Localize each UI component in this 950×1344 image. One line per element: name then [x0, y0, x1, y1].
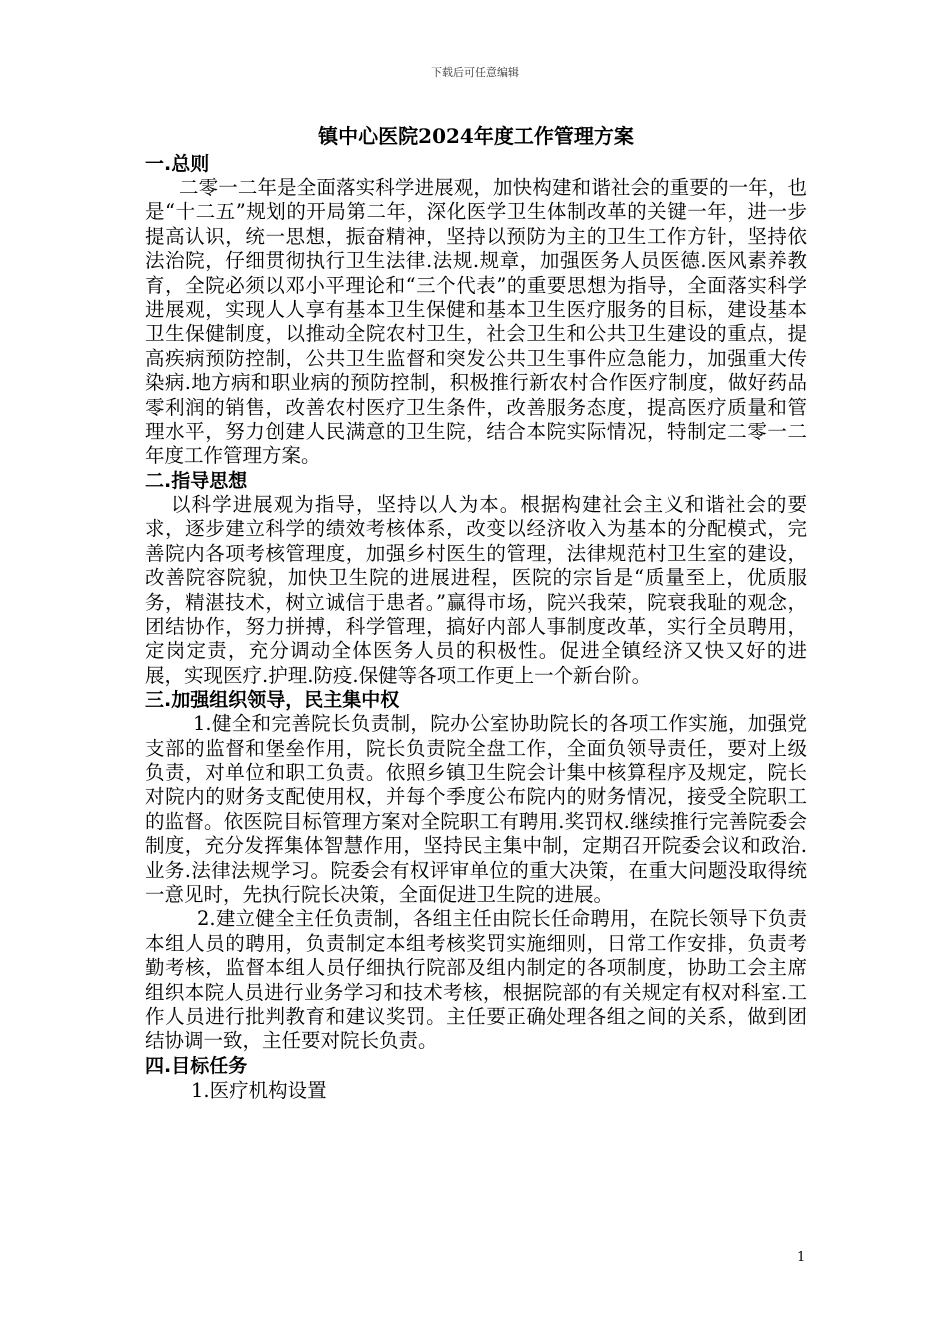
paragraph-leadership-1: 1.健全和完善院长负责制，院办公室协助院长的各项工作实施，加强党支部的监督和堡垒作用，院长负责院全盘工作，全面负领导责任，要对上级负责，对单位和职工负责。依照乡镇卫生院会计集中核算程序及规定，院长对院内的财务支配使用权，并每个季度公布院内的财务情况，接受全院职工的监督。依医院目标管理方案对全院职工有聘用.奖罚权.继续推行完善院委会制度，充分发挥集体智慧作用，坚持民主集中制，定期召开院委会议和政治.业务.法律法规学习。院委会有权评审单位的重大决策，在重大问题没取得统一意见时，先执行院长决策，全面促进卫生院的进展。: [145, 712, 807, 906]
list-item-medical-institution: 1.医疗机构设置: [191, 1078, 327, 1102]
document-body: [145, 120, 807, 1104]
section-heading-targets: 四.目标任务: [145, 1054, 248, 1077]
section-heading-general: 一.总则: [145, 153, 210, 175]
section-heading-guiding-ideology: 二.指导思想: [145, 469, 248, 492]
document-title: 镇中心医院2024年度工作管理方案: [318, 124, 634, 148]
paragraph-leadership-2: 2.建立健全主任负责制，各组主任由院长任命聘用，在院长领导下负责本组人员的聘用，负责制定本组考核奖罚实施细则，日常工作安排，负责考勤考核，监督本组人员仔细执行院部及组内制定的各项制度，协助工会主席组织本院人员进行业务学习和技术考核，根据院部的有关规定有权对科室.工作人员进行批判教育和建议奖罚。主任要正确处理各组之间的关系，做到团结协调一致，主任要对院长负责。: [145, 907, 807, 1053]
paragraph-guiding-ideology: 以科学进展观为指导，坚持以人为本。根据构建社会主义和谐社会的要求，逐步建立科学的绩效考核体系，改变以经济收入为基本的分配模式，完善院内各项考核管理度，加强乡村医生的管理，法律规范村卫生室的建设，改善院容院貌，加快卫生院的进展进程，医院的宗旨是“质量至上，优质服务，精湛技术，树立诚信于患者。”赢得市场，院兴我荣，院衰我耻的观念，团结协作，努力拼搏，科学管理，搞好内部人事制度改革，实行全员聘用，定岗定责，充分调动全体医务人员的积极性。促进全镇经济又快又好的进展，实现医疗.护理.防疫.保健等各项工作更上一个新台阶。: [145, 492, 807, 687]
page-number: 1: [797, 1250, 806, 1265]
section-heading-leadership: 三.加强组织领导，民主集中权: [145, 689, 400, 712]
paragraph-general: 二零一二年是全面落实科学进展观，加快构建和谐社会的重要的一年，也是“十二五”规划的开局第二年，深化医学卫生体制改革的关键一年，进一步提高认识，统一思想，振奋精神，坚持以预防为主的卫生工作方针，坚持依法治院，仔细贯彻执行卫生法律.法规.规章，加强医务人员医德.医风素养教育，全院必须以邓小平理论和“三个代表”的重要思想为指导，全面落实科学进展观，实现人人享有基本卫生保健和基本卫生医疗服务的目标，建设基本卫生保健制度，以推动全院农村卫生，社会卫生和公共卫生建设的重点，提高疾病预防控制，公共卫生监督和突发公共卫生事件应急能力，加强重大传染病.地方病和职业病的预防控制，积极推行新农村合作医疗制度，做好药品零利润的销售，改善农村医疗卫生条件，改善服务态度，提高医疗质量和管理水平，努力创建人民满意的卫生院，结合本院实际情况，特制定二零一二年度工作管理方案。: [145, 176, 807, 468]
page-header-note: 下载后可任意编辑: [431, 66, 519, 79]
